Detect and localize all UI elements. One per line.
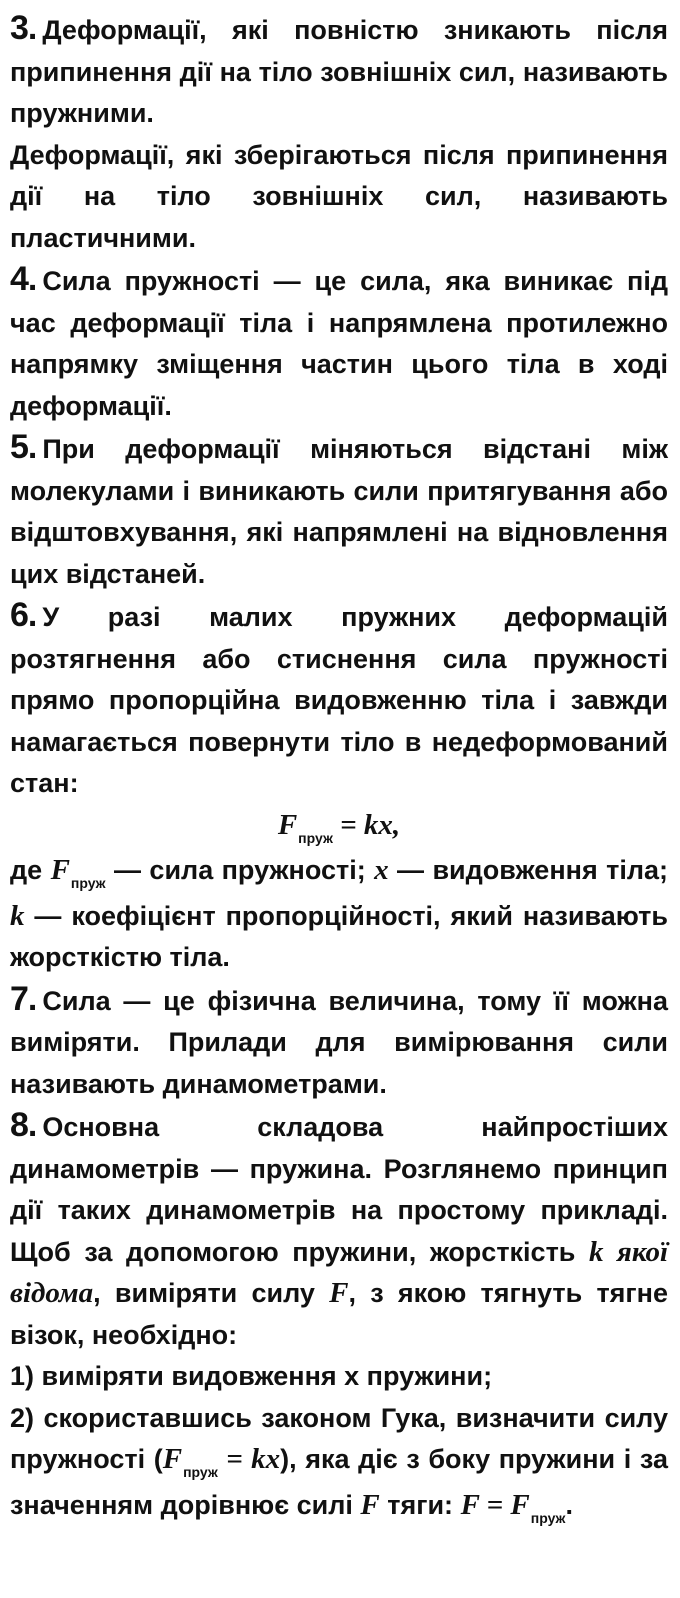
paragraph-number: 6. [10, 596, 37, 634]
paragraph-7 [10, 979, 668, 1106]
subscript: пруж [530, 1509, 566, 1526]
formula-subscript: пруж [298, 829, 333, 846]
where-text: де [10, 855, 51, 885]
paragraph-text: , виміряти силу [93, 1278, 330, 1308]
hooke-formula [10, 805, 668, 851]
where-text: — коефіцієнт пропорційності, який називають жорсткістю тіла. [10, 900, 668, 972]
italic-phrase: k якої відома [10, 1235, 668, 1309]
formula-rhs: = kx [217, 1443, 281, 1475]
symbol-F: F [162, 1443, 183, 1475]
paragraph-number: 3. [10, 9, 37, 47]
paragraph-4 [10, 259, 668, 427]
paragraph-number: 4. [10, 260, 37, 298]
list-item-text: . [565, 1489, 573, 1520]
symbol-x: x [374, 854, 389, 886]
paragraph-text: Деформації, які зберігаються після припинення дії на тіло зовнішніх сил, називають пластичними. [10, 139, 668, 253]
paragraph-text: Сила — це фізична величина, тому її можна виміряти. Прилади для вимірювання сили називають динамометрами. [10, 985, 668, 1099]
equals-sign: = [479, 1488, 511, 1521]
paragraph-6 [10, 595, 668, 805]
where-text: — видовження тіла; [388, 855, 668, 885]
paragraph-3 [10, 8, 668, 135]
formula-rhs: = kx, [332, 808, 401, 841]
list-item-text: 2) скориставшись законом Гука, визначити силу пружності ( [10, 1402, 668, 1474]
symbol-F: F [460, 1488, 480, 1521]
paragraph-number: 7. [10, 979, 37, 1018]
subscript: пруж [183, 1464, 218, 1480]
formula-symbol-F: F [277, 808, 298, 841]
subscript: пруж [70, 875, 106, 891]
paragraph-8 [10, 1105, 668, 1356]
paragraph-text: Основна складова найпростіших динамометрів — пружина. Розглянемо принцип дії таких динамометрів на простому прикладі. Щоб за допомогою пружини, жорсткість [10, 1112, 668, 1267]
paragraph-number: 8. [10, 1106, 37, 1144]
symbol-F: F [329, 1277, 349, 1309]
where-text: — сила пружності; [105, 855, 375, 885]
list-item-2 [10, 1398, 668, 1531]
symbol-F: F [360, 1488, 380, 1521]
list-item-1 [10, 1356, 668, 1398]
paragraph-text: Деформації, які повністю зникають після припинення дії на тіло зовнішніх сил, називають пружними. [10, 15, 668, 128]
paragraph-5 [10, 427, 668, 595]
symbol-F: F [510, 1488, 530, 1521]
paragraph-text: Сила пружності — це сила, яка виникає під час деформації тіла і напрямлена протилежно напрямку зміщення частин цього тіла в ході деформації. [10, 266, 668, 421]
paragraph-number: 5. [10, 428, 37, 466]
paragraph-text: При деформації міняються відстані між молекулами і виникають сили притягування або відштовхування, які напрямлені на відновлення цих відстаней. [10, 434, 668, 589]
list-item-text: 1) виміряти видовження х пружини; [10, 1361, 493, 1391]
paragraph-text: У разі малих пружних деформацій розтягнення або стиснення сила пружності прямо пропорційна видовженню тіла і завжди намагається повернути тіло в недеформований стан: [10, 602, 668, 798]
symbol-k: k [10, 899, 25, 932]
list-item-text: ), яка діє з боку пружини і за значенням дорівнює силі [10, 1444, 668, 1520]
formula-explanation [10, 850, 668, 979]
symbol-F: F [50, 854, 70, 886]
paragraph-3-continued [10, 135, 668, 260]
paragraph-text: , з якою тягнуть тягне візок, необхідно: [10, 1278, 668, 1350]
list-item-text: тяги: [379, 1489, 461, 1520]
